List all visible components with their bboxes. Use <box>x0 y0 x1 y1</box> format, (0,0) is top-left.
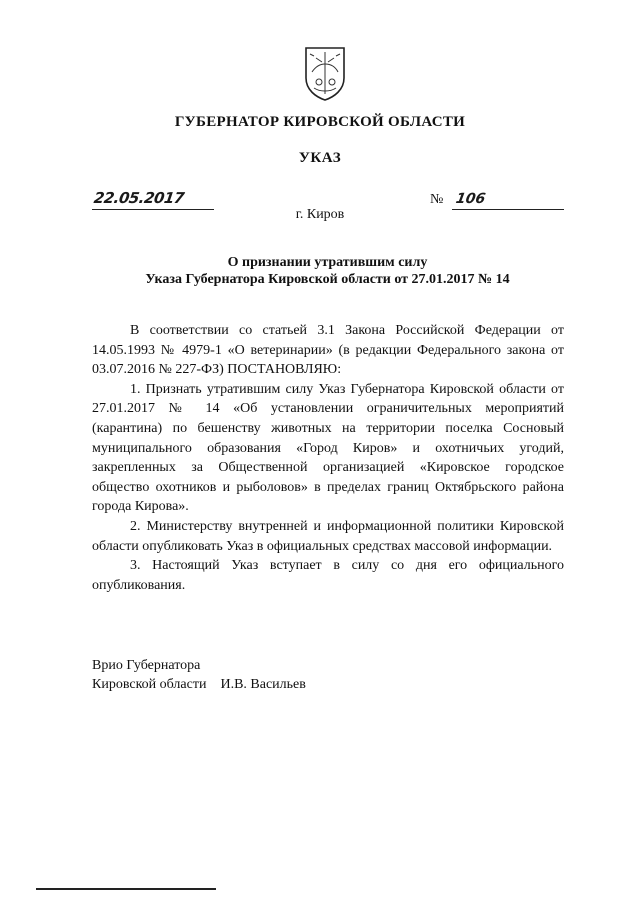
governor-title: ГУБЕРНАТОР КИРОВСКОЙ ОБЛАСТИ <box>174 114 466 130</box>
signer-position-line-2 <box>92 675 306 694</box>
document-body <box>92 321 564 595</box>
clause-2: 2. Министерству внутренней и информационной политики Кировской области опубликовать Указ в официальных средствах массовой информации. <box>92 518 564 554</box>
signer-name: И.В. Васильев <box>220 677 306 692</box>
document-heading <box>100 254 555 288</box>
signature-block <box>92 656 306 694</box>
preamble-paragraph: В соответствии со статьей 3.1 Закона Российской Федерации от 14.05.1993 № 4979-1 «О ветеринарии» (в редакции Федерального закона от 03.07.2016 № 227-ФЗ) ПОСТАНОВЛЯЮ: <box>92 323 564 378</box>
handwritten-date: 22.05.2017 <box>92 189 186 207</box>
signer-position: Кировской области <box>92 677 207 692</box>
city: г. Киров <box>295 207 345 222</box>
signer-position-line-1: Врио Губернатора <box>92 658 201 673</box>
document-type: УКАЗ <box>298 150 342 166</box>
clause-1: 1. Признать утратившим силу Указ Губернатора Кировской области от 27.01.2017 № 14 «Об установлении ограничительных мероприятий (карантина) по бешенству животных на территории поселка Сосновый муниципального образования «Город Киров» и охотничьих угодий, закрепленных за Общественной организацией «Кировское городское общество охотников и рыболовов» в пределах границ Октябрьского района города Кирова». <box>92 381 564 515</box>
handwritten-number: 106 <box>454 191 487 207</box>
clause-3: 3. Настоящий Указ вступает в силу со дня его официального опубликования. <box>92 558 564 593</box>
number-label: № <box>430 192 444 207</box>
bottom-scan-mark <box>36 888 216 890</box>
heading-line-2: Указа Губернатора Кировской области от 27.01.2017 № 14 <box>145 272 510 287</box>
coat-of-arms-icon <box>302 44 348 102</box>
heading-line-1: О признании утратившим силу <box>227 255 428 270</box>
